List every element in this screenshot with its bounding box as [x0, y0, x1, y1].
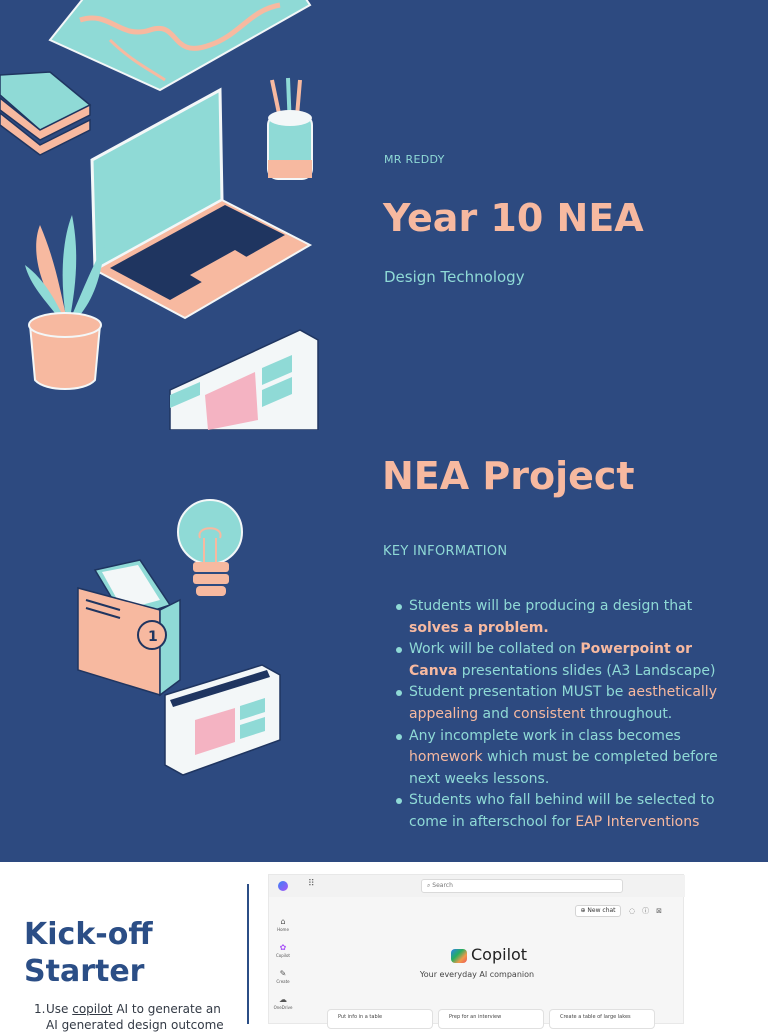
- pen-icon: ✎: [279, 969, 287, 978]
- svg-text:1: 1: [148, 629, 158, 645]
- envelope-icon: [78, 560, 180, 695]
- prompt-card[interactable]: Create a table of large lakes: [549, 1009, 655, 1029]
- ideas-illustration: [0, 430, 330, 862]
- browser-window-illustration: [170, 330, 318, 430]
- copilot-screenshot: [268, 874, 684, 1024]
- slide-title: Year 10 NEA: [383, 196, 644, 240]
- list-item: Students who fall behind will be selected to come in afterschool for EAP Interventions: [391, 790, 741, 833]
- list-item: Work will be collated on Powerpoint or Canva presentations slides (A3 Landscape): [391, 639, 741, 682]
- toolbar-icons[interactable]: [629, 906, 669, 916]
- books-illustration: [0, 72, 90, 155]
- teacher-name: MR REDDY: [384, 153, 445, 166]
- nea-project-slide: [0, 430, 768, 862]
- prompt-card[interactable]: Put info in a table: [327, 1009, 433, 1029]
- sidebar-item-create[interactable]: ✎ Create: [273, 969, 293, 984]
- home-icon: ⌂: [280, 917, 286, 926]
- prompt-card[interactable]: Prep for an interview: [438, 1009, 544, 1029]
- close-icon: ⊠: [656, 907, 669, 915]
- copilot-icon: ✿: [279, 943, 287, 952]
- divider: [247, 884, 249, 1024]
- app-launcher-icon[interactable]: ⠿: [308, 879, 315, 889]
- slide-title: NEA Project: [382, 454, 635, 498]
- copilot-link[interactable]: copilot: [72, 1002, 113, 1016]
- desk-illustration: [0, 0, 330, 430]
- list-item: 1.Use copilot AI to generate an: [34, 1002, 221, 1016]
- copilot-sidebar: [269, 897, 297, 1025]
- slide-title: Kick-off Starter: [24, 917, 153, 989]
- key-information-heading: KEY INFORMATION: [383, 544, 508, 559]
- lightbulb-icon: [178, 500, 242, 596]
- sidebar-item-copilot[interactable]: ✿ Copilot: [273, 943, 293, 958]
- pencil-cup-illustration: [268, 78, 312, 179]
- cloud-icon: ☁: [279, 995, 287, 1004]
- starter-list: 1.Use copilot AI to generate an AI generated design outcome: [34, 1001, 234, 1033]
- shield-icon: ◌: [629, 907, 643, 915]
- info-icon: ⓘ: [642, 907, 657, 915]
- kickoff-starter-slide: [0, 862, 768, 1032]
- list-item: Students will be producing a design that solves a problem.: [391, 596, 741, 639]
- copilot-topbar: [269, 875, 685, 897]
- search-input[interactable]: ⌕ Search: [421, 879, 623, 893]
- copilot-brand: Copilot: [471, 945, 528, 964]
- browser-window-icon: [165, 665, 280, 775]
- m365-logo-icon: [278, 881, 288, 891]
- slide-subtitle: Design Technology: [384, 268, 525, 286]
- list-item: Any incomplete work in class becomes homework which must be completed before next weeks lessons.: [391, 726, 741, 791]
- new-chat-button[interactable]: ⊕ New chat: [575, 905, 621, 917]
- copilot-tagline: Your everyday AI companion: [419, 970, 535, 979]
- title-slide: [0, 0, 768, 430]
- key-information-list: [391, 596, 741, 834]
- copilot-logo-icon: [451, 949, 467, 963]
- sidebar-item-onedrive[interactable]: ☁ OneDrive: [273, 995, 293, 1010]
- list-item: Student presentation MUST be aesthetically appealing and consistent throughout.: [391, 682, 741, 725]
- sidebar-item-home[interactable]: ⌂ Home: [273, 917, 293, 932]
- map-illustration: [50, 0, 310, 90]
